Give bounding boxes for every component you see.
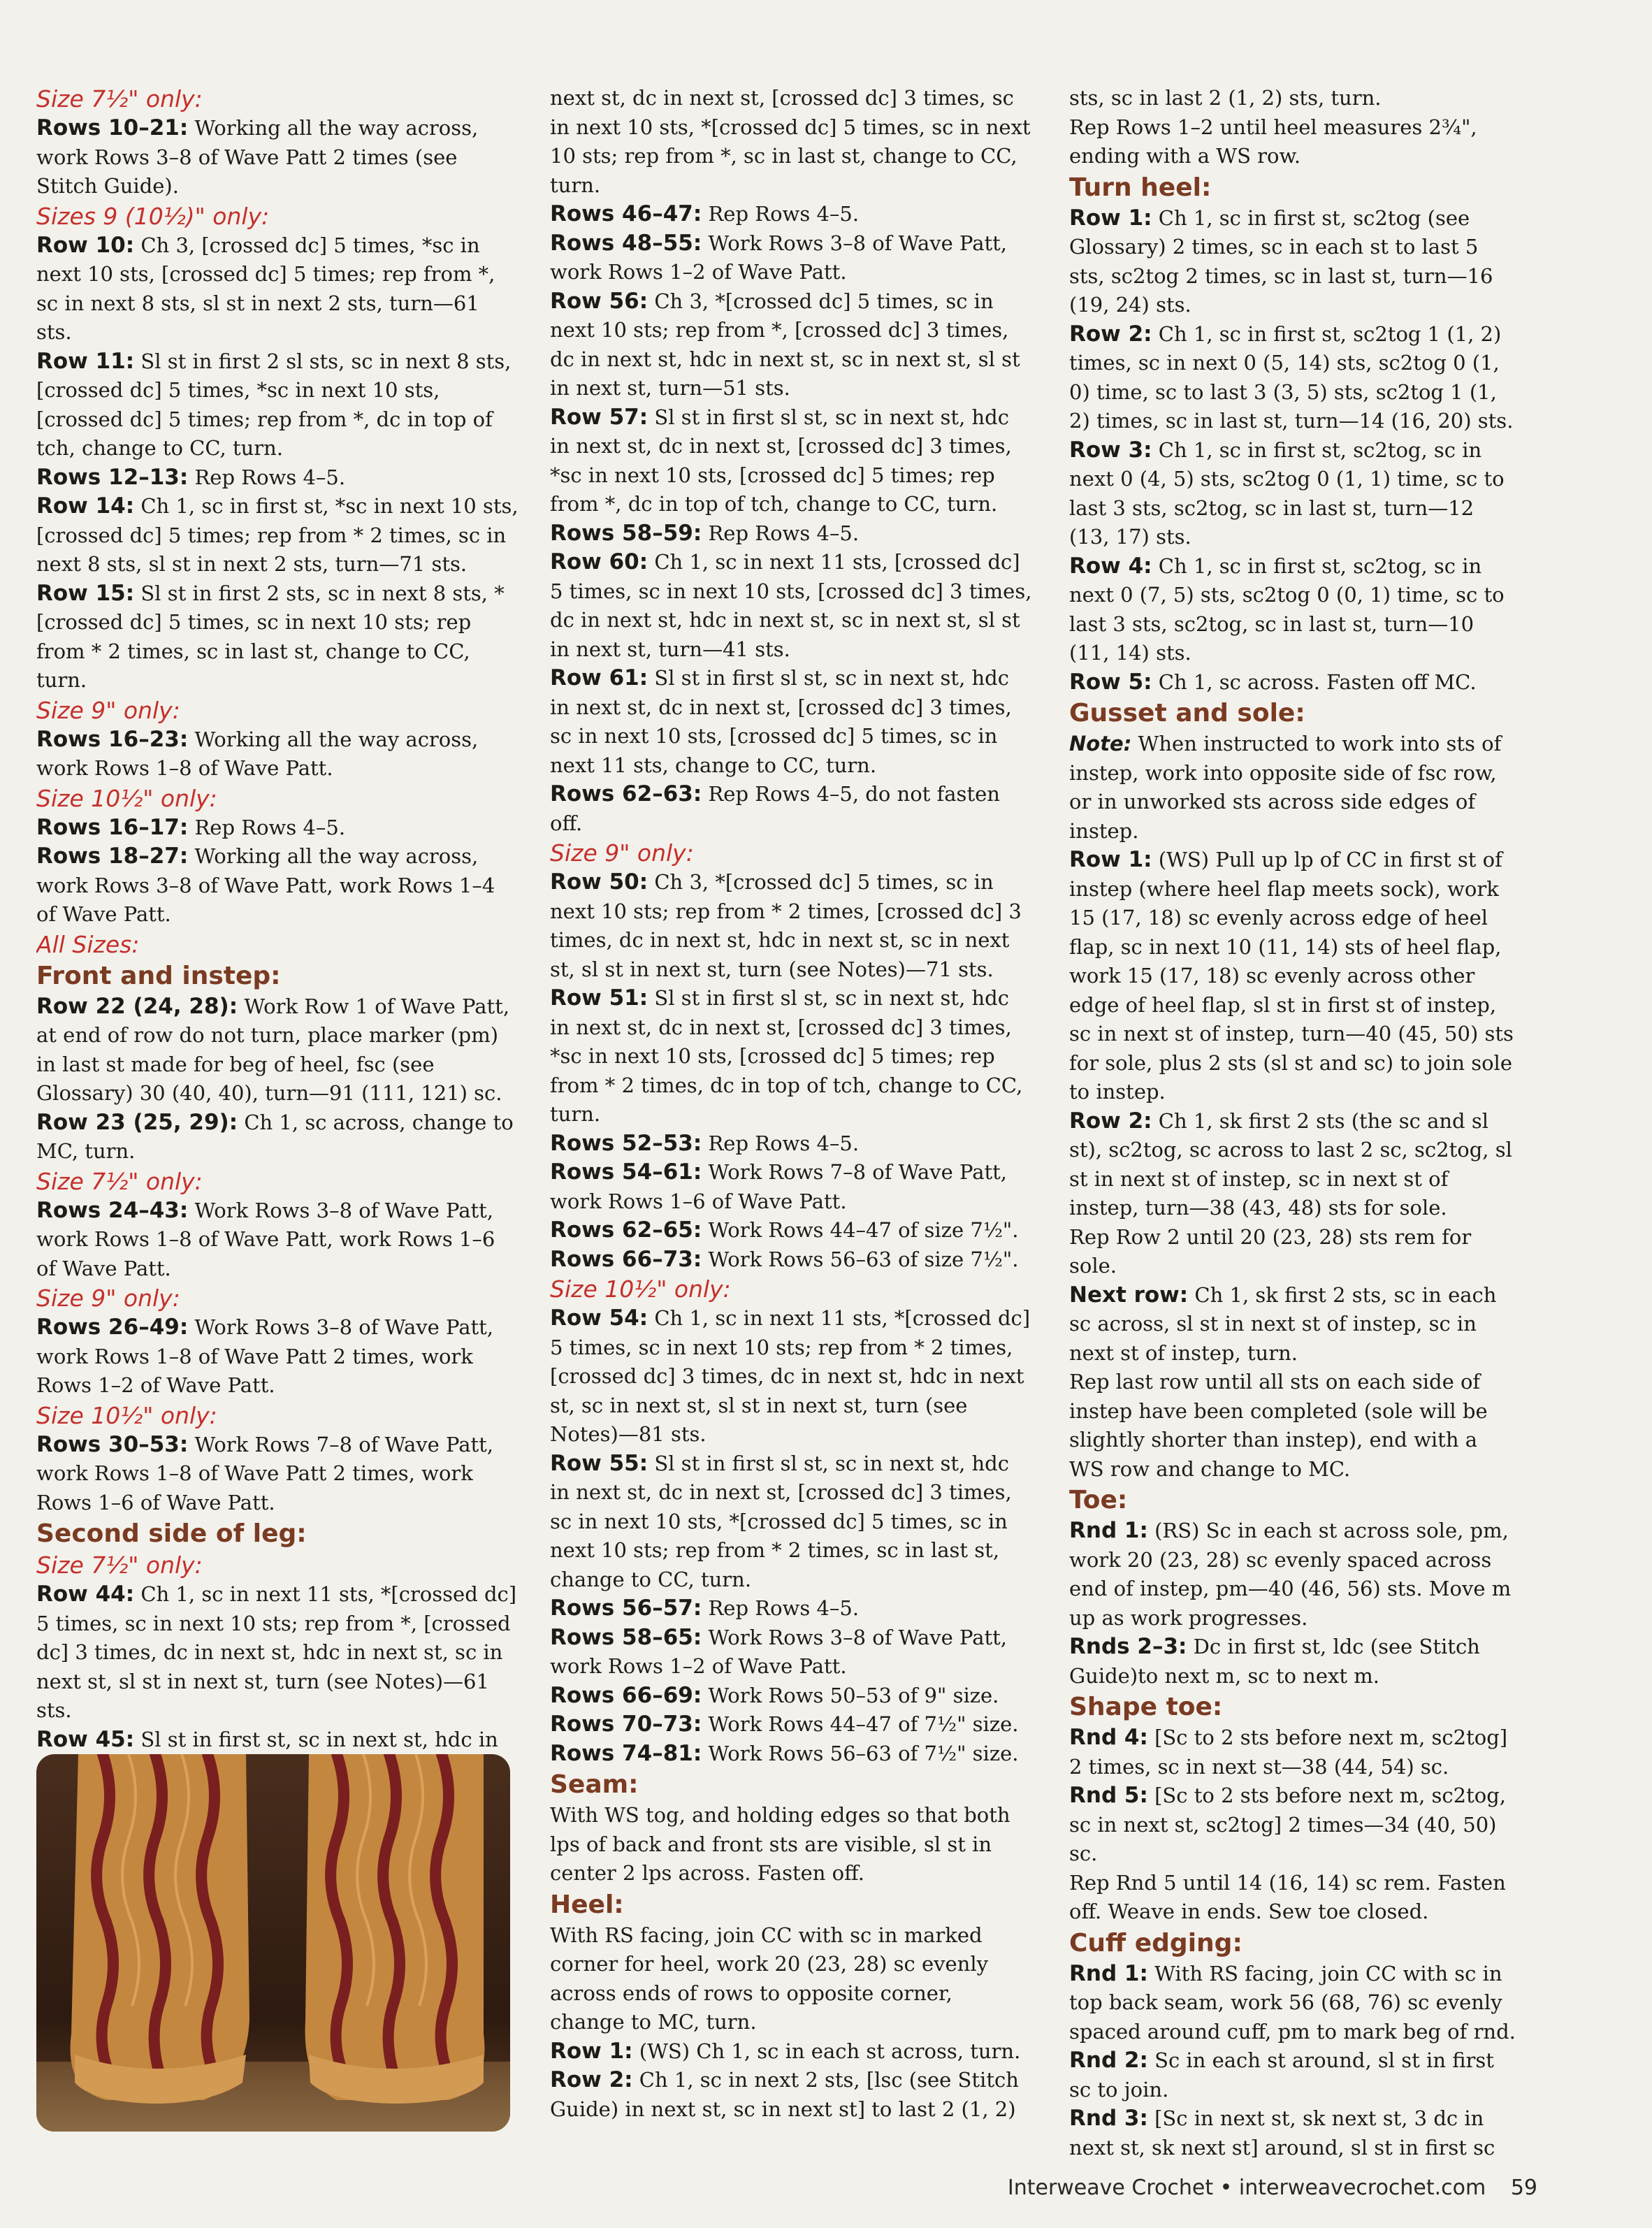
row-label: Rows 30–53: xyxy=(36,1431,189,1457)
row-label: Rows 16–23: xyxy=(36,726,189,752)
instruction-text: Sl st in first sl st, sc in next st, hdc in next st, dc in next st, [crossed dc] 3 times, *sc in next 10 sts, [crossed dc] 5 times; rep from * 2 times, dc in top of tch, change to CC, turn. xyxy=(550,986,1023,1126)
instruction-paragraph xyxy=(550,984,1032,1129)
instruction-paragraph xyxy=(550,229,1032,287)
instruction-paragraph xyxy=(1069,1781,1516,1869)
instruction-paragraph xyxy=(550,548,1032,664)
instruction-paragraph xyxy=(1069,1107,1516,1223)
instruction-text: Working all the way across, work Rows 3–8 of Wave Patt, work Rows 1–4 of Wave Patt. xyxy=(36,844,495,926)
instruction-text: With RS facing, join CC with sc in top back seam, work 56 (68, 76) sc evenly spaced around cuff, pm to mark beg of rnd. xyxy=(1069,1961,1516,2043)
row-label: Row 56: xyxy=(550,288,649,314)
section-heading: Turn heel: xyxy=(1069,173,1212,202)
instruction-paragraph xyxy=(550,403,1032,519)
row-label: Rnds 2–3: xyxy=(1069,1634,1187,1659)
row-label: Row 61: xyxy=(550,665,649,690)
instruction-text: Ch 1, sc in next 11 sts, *[crossed dc] 5 times, sc in next 10 sts; rep from *, [crossed dc] 3 times, dc in next st, hdc in next st, sc in next st, sl st in next st, turn (see Notes)—61 sts. xyxy=(36,1582,517,1722)
row-label: Row 5: xyxy=(1069,669,1152,695)
row-label: Rows 24–43: xyxy=(36,1197,189,1223)
instruction-paragraph xyxy=(36,463,519,493)
instruction-text: Work Rows 44–47 of size 7½". xyxy=(702,1218,1019,1242)
instruction-text: sts, sc in last 2 (1, 2) sts, turn. xyxy=(1069,86,1382,110)
instruction-text: [Sc in next st, sk next st, 3 dc in next st, sk next st] around, sl st in first sc xyxy=(1069,2106,1495,2160)
instruction-paragraph xyxy=(1069,113,1516,171)
row-label: Rows 54–61: xyxy=(550,1159,702,1185)
instruction-paragraph xyxy=(550,1739,1032,1769)
note-label: Note: xyxy=(1069,732,1132,755)
size-label: Size 9" only: xyxy=(36,696,180,724)
row-label: Next row: xyxy=(1069,1282,1189,1308)
instruction-text: Ch 1, sk first 2 sts, sc in each sc across, sl st in next st of instep, sc in next st of instep, turn. xyxy=(1069,1282,1497,1365)
instruction-paragraph xyxy=(1069,1869,1516,1927)
instruction-paragraph xyxy=(36,842,519,929)
instruction-text: Ch 1, sc in first st, sc2tog 1 (1, 2) times, sc in next 0 (5, 14) sts, sc2tog 0 (1, 0) time, sc to last 3 (3, 5) sts, sc2tog 1 (1, 2) times, sc in last st, turn—14 (16, 20) sts. xyxy=(1069,321,1514,433)
instruction-paragraph xyxy=(36,1580,519,1726)
instruction-paragraph xyxy=(1069,846,1516,1107)
section-heading: Toe: xyxy=(1069,1486,1128,1514)
row-label: Rows 74–81: xyxy=(550,1740,702,1766)
instruction-text: Ch 1, sk first 2 sts (the sc and sl st), sc2tog, sc across to last 2 sc, sc2tog, sl st in next st of instep, sc in next st of instep, turn—38 (43, 48) sts for sole. xyxy=(1069,1108,1512,1220)
instruction-paragraph xyxy=(1069,1517,1516,1633)
size-label: Size 7½" only: xyxy=(36,1167,203,1195)
instruction-text: Rep last row until all sts on each side of instep have been completed (sole will be slightly shorter than instep), end with a WS row and change to MC. xyxy=(1069,1370,1488,1481)
instruction-paragraph xyxy=(550,1449,1032,1595)
row-label: Rnd 1: xyxy=(1069,1960,1148,1986)
instruction-text: Work Rows 3–8 of Wave Patt, work Rows 1–2 of Wave Patt. xyxy=(550,231,1008,284)
instruction-paragraph xyxy=(36,1108,519,1166)
instruction-text: Work Row 1 of Wave Patt, at end of row do not turn, place marker (pm) in last st made for beg of heel, fsc (see Glossary) 30 (40, 40), turn—91 (111, 121) sc. xyxy=(36,994,510,1105)
instruction-text: Work Rows 3–8 of Wave Patt, work Rows 1–8 of Wave Patt 2 times, work Rows 1–2 of Wave Patt. xyxy=(36,1315,494,1397)
section-heading: Gusset and sole: xyxy=(1069,699,1305,728)
instruction-paragraph xyxy=(36,1726,519,1755)
size-label: Size 7½" only: xyxy=(36,85,203,113)
section-heading: Heel: xyxy=(550,1890,624,1919)
instruction-paragraph xyxy=(1069,204,1516,320)
instruction-text: Work Rows 56–63 of 7½" size. xyxy=(702,1741,1019,1765)
row-label: Row 10: xyxy=(36,232,135,258)
row-label: Row 1: xyxy=(1069,205,1152,231)
row-label: Row 51: xyxy=(550,985,649,1011)
instruction-text: Rep Rows 4–5. xyxy=(702,1131,860,1155)
instruction-text: Rep Rows 4–5. xyxy=(188,815,346,839)
row-label: Rows 46–47: xyxy=(550,201,702,226)
instruction-paragraph xyxy=(550,664,1032,780)
instruction-paragraph xyxy=(1069,668,1516,697)
row-label: Row 55: xyxy=(550,1450,649,1476)
size-label: All Sizes: xyxy=(36,930,140,958)
instruction-text: (WS) Pull up lp of CC in first st of instep (where heel flap meets sock), work 15 (17, 18) sc evenly across edge of heel flap, sc in next 10 (11, 14) sts of heel flap, work 15 (17, 18) sc evenly across other edge of heel flap, sl st in first st of instep, sc in next st of instep, turn—40 (45, 50) sts for sole, plus 2 sts (sl st and sc) to join sole to instep. xyxy=(1069,848,1514,1104)
instruction-paragraph xyxy=(36,231,519,347)
row-label: Rows 12–13: xyxy=(36,464,189,490)
section-heading: Seam: xyxy=(550,1770,639,1799)
instruction-text: Working all the way across, work Rows 3–8 of Wave Patt 2 times (see Stitch Guide). xyxy=(36,116,479,198)
instruction-text: Sl st in first 2 sts, sc in next 8 sts, *[crossed dc] 5 times, sc in next 10 sts; rep from * 2 times, sc in last st, change to CC, turn. xyxy=(36,581,505,692)
row-label: Row 11: xyxy=(36,348,135,374)
instruction-text: Work Rows 56–63 of size 7½". xyxy=(702,1247,1019,1271)
page-number: 59 xyxy=(1510,2176,1537,2200)
instruction-paragraph xyxy=(550,1594,1032,1623)
instruction-text: [Sc to 2 sts before next m, sc2tog] 2 times, sc in next st—38 (44, 54) sc. xyxy=(1069,1726,1508,1779)
instruction-text: When instructed to work into sts of instep, work into opposite side of fsc row, or in unworked sts across side edges of instep. xyxy=(1069,732,1502,843)
row-label: Row 4: xyxy=(1069,553,1152,579)
instruction-text: Sl st in first sl st, sc in next st, hdc in next st, dc in next st, [crossed dc] 3 times, *sc in next 10 sts, [crossed dc] 5 times; rep from *, dc in top of tch, change to CC, turn. xyxy=(550,405,1012,516)
instruction-text: Rep Rows 4–5. xyxy=(702,202,860,226)
instruction-paragraph xyxy=(1069,552,1516,668)
size-label: Sizes 9 (10½)" only: xyxy=(36,202,270,230)
instruction-text: With WS tog, and holding edges so that both lps of back and front sts are visible, sl st in center 2 lps across. Fasten off. xyxy=(550,1803,1010,1885)
instruction-text: Rep Rows 1–2 until heel measures 2¾", ending with a WS row. xyxy=(1069,115,1477,168)
row-label: Row 60: xyxy=(550,549,649,574)
row-label: Rows 62–65: xyxy=(550,1217,702,1243)
section-heading: Shape toe: xyxy=(1069,1693,1223,1721)
section-heading: Second side of leg: xyxy=(36,1519,307,1548)
instruction-text: Work Rows 3–8 of Wave Patt, work Rows 1–2 of Wave Patt. xyxy=(550,1625,1008,1678)
instruction-text: Ch 3, *[crossed dc] 5 times, sc in next 10 sts; rep from *, [crossed dc] 3 times, dc in next st, hdc in next st, sc in next st, sl st in next st, turn—51 sts. xyxy=(550,289,1020,400)
instruction-text: Ch 1, sc in first st, *sc in next 10 sts, [crossed dc] 5 times; rep from * 2 times, sc in next 8 sts, sl st in next 2 sts, turn—71 sts. xyxy=(36,494,519,576)
sock-photo xyxy=(36,1754,510,2132)
instruction-text: Ch 1, sc in first st, sc2tog, sc in next 0 (4, 5) sts, sc2tog 0 (1, 1) time, sc to last 3 sts, sc2tog, sc in last st, turn—12 (13, 17) sts. xyxy=(1069,437,1505,549)
row-label: Rows 18–27: xyxy=(36,844,189,869)
instruction-paragraph xyxy=(1069,1281,1516,1368)
row-label: Row 57: xyxy=(550,404,649,430)
row-label: Row 1: xyxy=(1069,847,1152,872)
instruction-paragraph xyxy=(550,2037,1032,2067)
instruction-paragraph xyxy=(1069,1723,1516,1781)
instruction-text: Work Rows 50–53 of 9" size. xyxy=(702,1683,999,1707)
row-label: Rnd 4: xyxy=(1069,1725,1148,1750)
row-label: Rnd 5: xyxy=(1069,1783,1148,1808)
instruction-text: Ch 1, sc in first st, sc2tog (see Glossary) 2 times, sc in each st to last 5 sts, sc2tog 2 times, sc in last st, turn—16 (19, 24) sts. xyxy=(1069,205,1493,317)
row-label: Row 50: xyxy=(550,869,649,895)
size-label: Size 10½" only: xyxy=(36,1401,217,1429)
row-label: Rnd 1: xyxy=(1069,1518,1148,1543)
instruction-text: Dc in first st, ldc (see Stitch Guide)to next m, sc to next m. xyxy=(1069,1635,1480,1688)
instruction-text: next st, dc in next st, [crossed dc] 3 times, sc in next 10 sts, *[crossed dc] 5 times, sc in next 10 sts; rep from *, sc in last st, change to CC, turn. xyxy=(550,86,1031,197)
instruction-paragraph xyxy=(550,1129,1032,1159)
instruction-paragraph xyxy=(550,1623,1032,1681)
instruction-text: Rep Row 2 until 20 (23, 28) sts rem for sole. xyxy=(1069,1224,1472,1278)
section-heading: Cuff edging: xyxy=(1069,1928,1242,1958)
instruction-paragraph xyxy=(550,1304,1032,1449)
instruction-paragraph xyxy=(550,200,1032,229)
instruction-paragraph xyxy=(36,1196,519,1284)
row-label: Rows 66–69: xyxy=(550,1682,702,1708)
row-label: Row 2: xyxy=(550,2067,633,2092)
instruction-paragraph xyxy=(550,2066,1032,2124)
instruction-text: Work Rows 3–8 of Wave Patt, work Rows 1–8 of Wave Patt, work Rows 1–6 of Wave Patt. xyxy=(36,1198,495,1280)
footer-bullet: • xyxy=(1219,2176,1233,2200)
instruction-paragraph xyxy=(550,1158,1032,1216)
instruction-text: Ch 1, sc across. Fasten off MC. xyxy=(1152,670,1477,694)
instruction-paragraph xyxy=(36,992,519,1108)
row-label: Row 23 (25, 29): xyxy=(36,1109,238,1135)
instruction-text: Working all the way across, work Rows 1–8 of Wave Patt. xyxy=(36,727,479,780)
row-label: Rows 70–73: xyxy=(550,1712,702,1737)
instruction-paragraph xyxy=(1069,1960,1516,2047)
row-label: Rows 58–65: xyxy=(550,1624,702,1650)
instruction-paragraph xyxy=(1069,2046,1516,2104)
instruction-text: Ch 1, sc in next 11 sts, [crossed dc] 5 times, sc in next 10 sts, [crossed dc] 3 times, dc in next st, hdc in next st, sc in next st, sl st in next st, turn—41 sts. xyxy=(550,550,1032,661)
row-label: Rnd 2: xyxy=(1069,2048,1148,2073)
size-label: Size 7½" only: xyxy=(36,1551,203,1579)
instruction-paragraph xyxy=(36,114,519,201)
instruction-text: Sl st in first sl st, sc in next st, hdc in next st, dc in next st, [crossed dc] 3 times, sc in next 10 sts, [crossed dc] 5 times, sc in next 11 sts, change to CC, turn. xyxy=(550,666,1012,777)
row-label: Row 2: xyxy=(1069,321,1152,347)
instruction-text: With RS facing, join CC with sc in marked corner for heel, work 20 (23, 28) sc evenly across ends of rows to opposite corner, change to MC, turn. xyxy=(550,1923,988,2034)
row-label: Row 3: xyxy=(1069,437,1152,463)
instruction-text: Sl st in first 2 sl sts, sc in next 8 sts, [crossed dc] 5 times, *sc in next 10 sts, [crossed dc] 5 times; rep from *, dc in top of tch, change to CC, turn. xyxy=(36,349,512,460)
instruction-paragraph xyxy=(36,492,519,579)
instruction-paragraph xyxy=(1069,436,1516,552)
instruction-text: (RS) Sc in each st across sole, pm, work 20 (23, 28) sc evenly spaced across end of instep, pm—40 (46, 56) sts. Move m up as work progresses. xyxy=(1069,1519,1512,1630)
row-label: Rows 10–21: xyxy=(36,115,189,140)
instruction-text: Sl st in first st, sc in next st, hdc in xyxy=(134,1727,498,1751)
instruction-paragraph xyxy=(550,1921,1032,2037)
section-heading: Front and instep: xyxy=(36,961,281,990)
row-label: Rows 26–49: xyxy=(36,1315,189,1340)
page-footer xyxy=(985,2176,1537,2200)
instruction-text: Sl st in first sl st, sc in next st, hdc in next st, dc in next st, [crossed dc] 3 times, sc in next 10 sts, *[crossed dc] 5 times, sc in next 10 sts; rep from * 2 times, sc in last st, change to CC, turn. xyxy=(550,1451,1012,1591)
size-label: Size 10½" only: xyxy=(550,1275,731,1303)
instruction-text: Work Rows 44–47 of 7½" size. xyxy=(702,1712,1019,1736)
instruction-paragraph xyxy=(550,1245,1032,1275)
instruction-text: Rep Rows 4–5. xyxy=(188,465,346,489)
row-label: Row 15: xyxy=(36,580,135,606)
instruction-paragraph xyxy=(36,347,519,463)
instruction-paragraph xyxy=(550,84,1032,200)
instruction-paragraph xyxy=(550,868,1032,984)
size-label: Size 9" only: xyxy=(550,839,694,867)
instruction-text: Rep Rows 4–5. xyxy=(702,521,860,545)
instruction-paragraph xyxy=(36,1313,519,1401)
instruction-paragraph xyxy=(550,1216,1032,1245)
instruction-text: Rep Rows 4–5, do not fasten off. xyxy=(550,782,1000,835)
row-label: Row 22 (24, 28): xyxy=(36,993,238,1019)
row-label: Rnd 3: xyxy=(1069,2106,1148,2131)
row-label: Row 44: xyxy=(36,1582,135,1607)
row-label: Rows 16–17: xyxy=(36,814,189,840)
instruction-paragraph xyxy=(1069,1633,1516,1691)
instruction-paragraph xyxy=(1069,730,1516,846)
instruction-paragraph xyxy=(550,519,1032,549)
footer-magazine: Interweave Crochet xyxy=(1007,2176,1214,2200)
row-label: Row 54: xyxy=(550,1305,649,1331)
instruction-paragraph xyxy=(550,287,1032,403)
instruction-text: Work Rows 7–8 of Wave Patt, work Rows 1–8 of Wave Patt 2 times, work Rows 1–6 of Wave Patt. xyxy=(36,1432,494,1514)
instruction-paragraph xyxy=(1069,84,1516,113)
instruction-paragraph xyxy=(36,725,519,783)
instruction-text: Ch 1, sc across, change to MC, turn. xyxy=(36,1110,514,1163)
instruction-text: Sc in each st around, sl st in first sc to join. xyxy=(1069,2048,1494,2102)
row-label: Rows 58–59: xyxy=(550,520,702,546)
row-label: Rows 62–63: xyxy=(550,781,702,806)
instruction-paragraph xyxy=(36,1431,519,1518)
instruction-text: Ch 3, *[crossed dc] 5 times, sc in next 10 sts; rep from * 2 times, [crossed dc] 3 times, dc in next st, hdc in next st, sc in next st, sl st in next st, turn (see Notes)—71 sts. xyxy=(550,870,1022,981)
row-label: Row 1: xyxy=(550,2038,633,2064)
row-label: Row 45: xyxy=(36,1726,135,1752)
row-label: Rows 48–55: xyxy=(550,230,702,256)
instruction-text: Ch 1, sc in next 11 sts, *[crossed dc] 5 times, sc in next 10 sts; rep from * 2 times, [crossed dc] 3 times, dc in next st, hdc in next st, sc in next st, sl st in next st, turn (see Notes)—81 sts. xyxy=(550,1306,1031,1446)
row-label: Rows 52–53: xyxy=(550,1130,702,1156)
column-2 xyxy=(550,84,1032,2165)
instruction-paragraph xyxy=(36,813,519,843)
instruction-paragraph xyxy=(36,579,519,695)
instruction-text: Rep Rnd 5 until 14 (16, 14) sc rem. Fasten off. Weave in ends. Sew toe closed. xyxy=(1069,1870,1506,1923)
footer-site: interweavecrochet.com xyxy=(1238,2176,1486,2200)
instruction-text: Ch 1, sc in next 2 sts, [lsc (see Stitch Guide) in next st, sc in next st] to last 2 (1, 2) xyxy=(550,2068,1019,2121)
row-label: Rows 56–57: xyxy=(550,1596,702,1621)
instruction-text: (WS) Ch 1, sc in each st across, turn. xyxy=(632,2039,1021,2063)
size-label: Size 9" only: xyxy=(36,1285,180,1312)
instruction-paragraph xyxy=(550,1681,1032,1711)
instruction-paragraph xyxy=(1069,2104,1516,2165)
instruction-paragraph xyxy=(550,1801,1032,1888)
instruction-paragraph xyxy=(1069,1223,1516,1281)
size-label: Size 10½" only: xyxy=(36,784,217,812)
instruction-paragraph xyxy=(1069,320,1516,436)
instruction-text: Ch 3, [crossed dc] 5 times, *sc in next 10 sts, [crossed dc] 5 times; rep from *, sc in next 8 sts, sl st in next 2 sts, turn—61 sts. xyxy=(36,233,495,344)
instruction-text: Ch 1, sc in first st, sc2tog, sc in next 0 (7, 5) sts, sc2tog 0 (0, 1) time, sc to last 3 sts, sc2tog, sc in last st, turn—10 (11, 14) sts. xyxy=(1069,554,1505,665)
column-3 xyxy=(1069,84,1516,2165)
instruction-text: Work Rows 7–8 of Wave Patt, work Rows 1–6 of Wave Patt. xyxy=(550,1160,1008,1213)
row-label: Row 2: xyxy=(1069,1108,1152,1134)
row-label: Rows 66–73: xyxy=(550,1246,702,1272)
instruction-paragraph xyxy=(550,1710,1032,1739)
instruction-text: [Sc to 2 sts before next m, sc2tog, sc in next st, sc2tog] 2 times—34 (40, 50) sc. xyxy=(1069,1784,1507,1865)
instruction-paragraph xyxy=(1069,1368,1516,1484)
row-label: Row 14: xyxy=(36,493,135,519)
instruction-text: Rep Rows 4–5. xyxy=(702,1596,860,1620)
instruction-paragraph xyxy=(550,780,1032,838)
